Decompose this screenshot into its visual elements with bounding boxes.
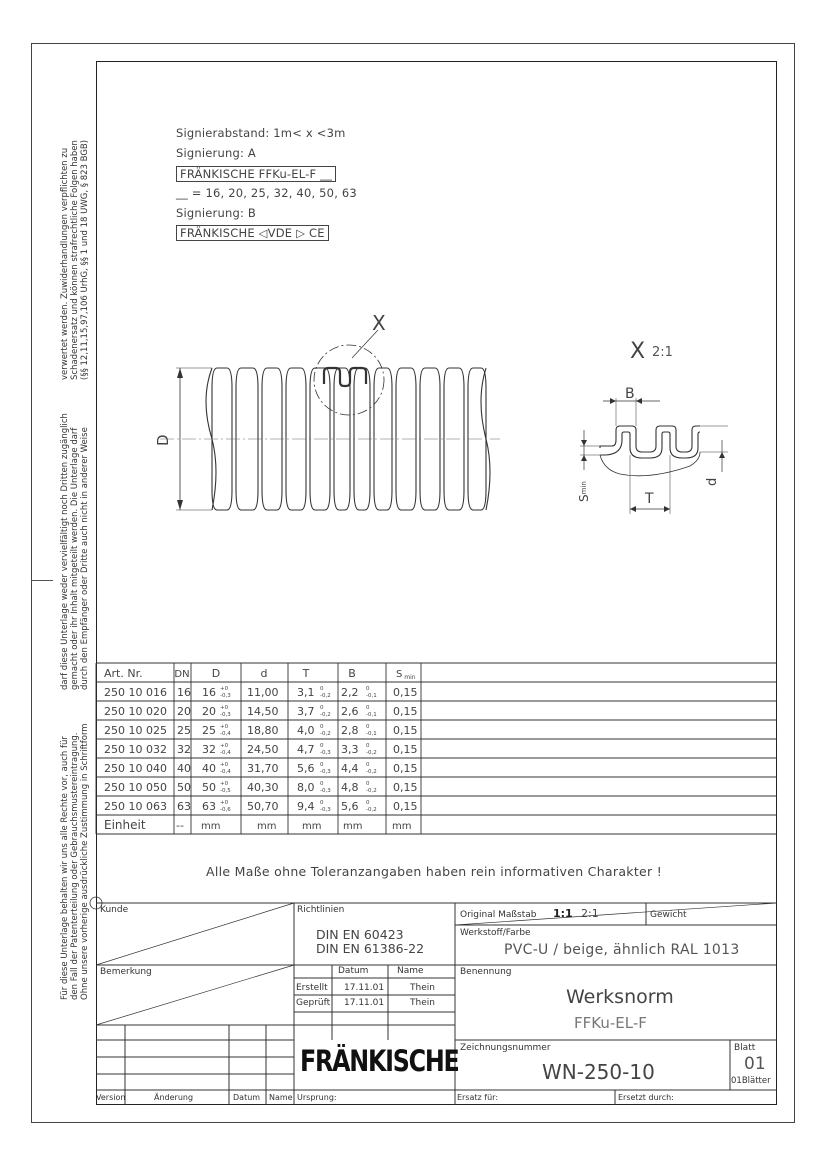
table-cell-dn: 50 — [177, 781, 191, 794]
table-cell-T-tol-up: 0 — [320, 762, 324, 768]
side-note-bottom: Für diese Unterlage behalten wir uns alle Rechte vor, auch für den Fall der Patenterteilung oder Gebrauchsmustereintragung. Ohne unsere vorherige ausdrückliche Zustimmung in Schriftform — [60, 723, 90, 1000]
table-cell-D-tol-low: -0,3 — [220, 712, 231, 718]
table-cell-B-tol-low: -0,2 — [366, 807, 377, 813]
side-note-middle: darf diese Unterlage weder vervielfältigt noch Dritten zugänglich gemacht oder ihr Inhalt mitgeteilt werden. Die Unterlage darf durch den Empfänger oder Dritte auch nicht in anderer Weise — [60, 413, 90, 690]
detail-scale: 2:1 — [652, 345, 673, 360]
table-cell-T: 8,0 — [297, 781, 315, 794]
table-cell-D-tol-low: -0,5 — [220, 788, 231, 794]
table-cell-T: 4,7 — [297, 743, 315, 756]
table-cell-B-tol-up: 0 — [366, 762, 370, 768]
table-cell-art: 250 10 025 — [104, 724, 167, 737]
table-header-B: B — [348, 667, 356, 680]
tb-kunde: Kunde — [100, 905, 129, 915]
tb-gewicht: Gewicht — [650, 910, 687, 920]
table-cell-s: 0,15 — [393, 800, 418, 813]
table-cell-B-tol-up: 0 — [366, 800, 370, 806]
table-cell-D-tol-up: +0 — [220, 705, 229, 711]
table-cell-s: 0,15 — [393, 781, 418, 794]
table-cell-D-tol-low: -0,6 — [220, 807, 231, 813]
table-cell-D-tol-up: +0 — [220, 762, 229, 768]
table-cell-B-tol-low: -0,1 — [366, 731, 377, 737]
table-cell-T: 9,4 — [297, 800, 315, 813]
tb-erstellt-name: Thein — [410, 983, 435, 993]
table-cell-dn: 16 — [177, 686, 191, 699]
table-cell-art: 250 10 050 — [104, 781, 167, 794]
table-cell-B: 2,2 — [341, 686, 359, 699]
table-cell-T: 3,1 — [297, 686, 315, 699]
table-units-D: mm — [201, 821, 221, 832]
table-cell-art: 250 10 016 — [104, 686, 167, 699]
table-units-B: mm — [343, 821, 363, 832]
table-cell-T-tol-up: 0 — [320, 705, 324, 711]
table-cell-T-tol-low: -0,2 — [320, 731, 331, 737]
table-cell-T: 4,0 — [297, 724, 315, 737]
tb-datum: Datum — [233, 1093, 261, 1102]
table-cell-d: 40,30 — [247, 781, 279, 794]
table-cell-B: 4,4 — [341, 762, 359, 775]
tb-name-header: Name — [397, 966, 424, 976]
table-cell-dn: 20 — [177, 705, 191, 718]
tb-geprueft-name: Thein — [410, 998, 435, 1008]
tb-scale-1: 1:1 — [553, 907, 573, 920]
table-units-label: Einheit — [104, 818, 146, 832]
table-cell-B-tol-up: 0 — [366, 705, 370, 711]
table-cell-d: 50,70 — [247, 800, 279, 813]
tb-zeichnungsnummer-label: Zeichnungsnummer — [460, 1043, 551, 1053]
dim-d-label: d — [705, 477, 720, 486]
tb-blaetter: 01Blätter — [731, 1076, 771, 1086]
tb-ursprung: Ursprung: — [297, 1093, 337, 1102]
table-cell-T-tol-up: 0 — [320, 800, 324, 806]
table-cell-D-tol-low: -0,4 — [220, 731, 231, 737]
table-cell-T-tol-up: 0 — [320, 743, 324, 749]
table-cell-s: 0,15 — [393, 762, 418, 775]
table-cell-B-tol-up: 0 — [366, 724, 370, 730]
table-cell-d: 14,50 — [247, 705, 279, 718]
table-cell-D-tol-low: -0,4 — [220, 769, 231, 775]
tb-datum-header: Datum — [338, 966, 369, 976]
signing-distance: Signierabstand: 1m< x <3m — [176, 126, 346, 140]
tb-ersatz-fuer: Ersatz für: — [457, 1093, 499, 1102]
tb-aenderung: Änderung — [154, 1093, 194, 1102]
side-note-top: verwertet werden. Zuwiderhandlungen verpflichten zu Schadenersatz und können strafrechtliche Folgen haben (§§ 12,11,15,97,106 UrhG, §§ 1 und 18 UWG, § 823 BGB) — [60, 139, 90, 380]
table-cell-D: 20 — [202, 705, 216, 718]
table-header-d: d — [260, 667, 268, 680]
table-cell-T-tol-up: 0 — [320, 686, 324, 692]
table-units-d: mm — [257, 821, 277, 832]
tb-benennung-2: FFKu-EL-F — [574, 1014, 647, 1032]
table-cell-B: 5,6 — [341, 800, 359, 813]
table-cell-D: 63 — [202, 800, 216, 813]
table-cell-D-tol-up: +0 — [220, 686, 229, 692]
table-cell-T-tol-low: -0,3 — [320, 750, 331, 756]
detail-marker: X — [372, 311, 386, 335]
table-cell-D: 40 — [202, 762, 216, 775]
tb-richtlinie-1: DIN EN 60423 — [316, 927, 404, 942]
table-cell-dn: 32 — [177, 743, 191, 756]
table-cell-s: 0,15 — [393, 743, 418, 756]
tb-benennung-1: Werksnorm — [566, 986, 674, 1008]
table-cell-D-tol-up: +0 — [220, 781, 229, 787]
tb-werkstoff-label: Werkstoff/Farbe — [460, 928, 531, 938]
signing-a-label: Signierung: A — [176, 146, 256, 160]
dim-s-symbol: S — [577, 494, 591, 502]
table-header-art: Art. Nr. — [104, 667, 143, 680]
signing-a-values: __ = 16, 20, 25, 32, 40, 50, 63 — [176, 186, 357, 200]
table-units-T: mm — [302, 821, 322, 832]
table-cell-T: 3,7 — [297, 705, 315, 718]
signing-b-label: Signierung: B — [176, 206, 256, 220]
table-header-T: T — [302, 667, 310, 680]
table-cell-T-tol-low: -0,3 — [320, 769, 331, 775]
table-units-s: mm — [392, 821, 412, 832]
tolerance-note: Alle Maße ohne Toleranzangaben haben rein informativen Charakter ! — [206, 864, 663, 879]
table-cell-B: 2,8 — [341, 724, 359, 737]
table-cell-T-tol-low: -0,3 — [320, 807, 331, 813]
table-cell-B-tol-up: 0 — [366, 686, 370, 692]
table-cell-d: 18,80 — [247, 724, 279, 737]
signing-b-text: FRÄNKISCHE ◁VDE ▷ CE — [176, 225, 329, 241]
table-cell-D-tol-up: +0 — [220, 724, 229, 730]
table-cell-B-tol-low: -0,2 — [366, 750, 377, 756]
dim-D-label: D — [154, 434, 172, 446]
table-cell-D: 25 — [202, 724, 216, 737]
table-cell-art: 250 10 032 — [104, 743, 167, 756]
table-cell-B-tol-low: -0,1 — [366, 693, 377, 699]
table-cell-D-tol-up: +0 — [220, 743, 229, 749]
table-cell-s: 0,15 — [393, 686, 418, 699]
tb-scale-2: 2:1 — [581, 907, 599, 920]
table-cell-B: 3,3 — [341, 743, 359, 756]
table-cell-dn: 25 — [177, 724, 191, 737]
table-cell-D: 32 — [202, 743, 216, 756]
table-cell-dn: 40 — [177, 762, 191, 775]
table-cell-T-tol-up: 0 — [320, 724, 324, 730]
tb-erstellt-datum: 17.11.01 — [344, 983, 385, 993]
tb-ersetzt-durch: Ersetzt durch: — [618, 1093, 674, 1102]
table-units-dn: -- — [176, 819, 184, 832]
table-cell-B-tol-low: -0,2 — [366, 788, 377, 794]
table-header-D: D — [211, 667, 221, 680]
company-logo: FRÄNKISCHE — [300, 1044, 459, 1078]
table-cell-art: 250 10 020 — [104, 705, 167, 718]
table-cell-dn: 63 — [177, 800, 191, 813]
table-cell-B-tol-low: -0,2 — [366, 769, 377, 775]
tb-geprueft-datum: 17.11.01 — [344, 998, 385, 1008]
tb-blatt: 01 — [744, 1054, 766, 1074]
table-cell-B-tol-up: 0 — [366, 781, 370, 787]
table-cell-T-tol-low: -0,2 — [320, 693, 331, 699]
table-cell-B-tol-low: -0,1 — [366, 712, 377, 718]
table-cell-T-tol-up: 0 — [320, 781, 324, 787]
table-cell-s: 0,15 — [393, 705, 418, 718]
detail-title: X — [630, 339, 646, 364]
tb-geprueft: Geprüft — [296, 998, 331, 1008]
tb-richtlinien: Richtlinien — [297, 905, 345, 915]
table-cell-B-tol-up: 0 — [366, 743, 370, 749]
table-cell-art: 250 10 063 — [104, 800, 167, 813]
table-cell-art: 250 10 040 — [104, 762, 167, 775]
table-cell-B: 4,8 — [341, 781, 359, 794]
table-cell-T: 5,6 — [297, 762, 315, 775]
tb-benennung-label: Benennung — [460, 967, 512, 977]
table-cell-D: 16 — [202, 686, 216, 699]
tb-werkstoff: PVC-U / beige, ähnlich RAL 1013 — [504, 942, 740, 958]
table-cell-D-tol-up: +0 — [220, 800, 229, 806]
tb-richtlinie-2: DIN EN 61386-22 — [316, 941, 425, 956]
tb-erstellt: Erstellt — [296, 983, 328, 993]
tb-blatt-label: Blatt — [734, 1043, 756, 1053]
table-cell-d: 31,70 — [247, 762, 279, 775]
tb-zeichnungsnummer: WN-250-10 — [542, 1060, 655, 1084]
table-cell-d: 24,50 — [247, 743, 279, 756]
table-cell-T-tol-low: -0,3 — [320, 788, 331, 794]
table-cell-B: 2,6 — [341, 705, 359, 718]
table-header-s: S $_{min}$ — [396, 669, 416, 681]
table-cell-T-tol-low: -0,2 — [320, 712, 331, 718]
table-cell-D-tol-low: -0,3 — [220, 693, 231, 699]
tb-original-massstab: Original Maßstab — [460, 910, 537, 920]
tb-name: Name — [269, 1093, 293, 1102]
tb-bemerkung: Bemerkung — [100, 967, 152, 977]
table-cell-s: 0,15 — [393, 724, 418, 737]
dim-s-subscript: min — [580, 481, 588, 495]
tb-version: Version — [96, 1093, 126, 1102]
table-cell-D: 50 — [202, 781, 216, 794]
table-cell-d: 11,00 — [247, 686, 279, 699]
table-header-dn: DN — [174, 669, 190, 680]
table-cell-D-tol-low: -0,4 — [220, 750, 231, 756]
dim-T-label: T — [645, 491, 654, 507]
dim-B-label: B — [625, 386, 635, 402]
signing-a-text: FRÄNKISCHE FFKu-EL-F __ — [176, 166, 336, 182]
